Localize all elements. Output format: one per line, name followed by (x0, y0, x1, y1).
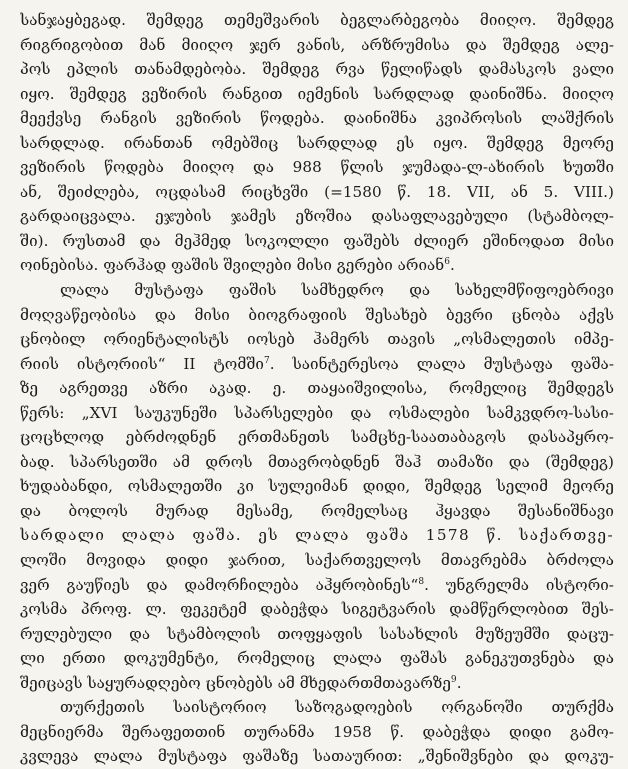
text-line (20, 33, 614, 58)
text-line (20, 474, 614, 499)
text-line (20, 253, 614, 278)
text-line (20, 303, 614, 328)
text-line (20, 744, 614, 769)
line-text: ლალა მუსტაფა ფაშის სამხედრო და სახელმწიფოებრივი (60, 281, 614, 300)
line-text: ლოში მოვიდა დიდი ჯარით, საქართველოს მთავრებმა ბრძოლა (20, 551, 614, 570)
text-line (20, 597, 614, 622)
line-text: სარდალი ლალა ფაშა. ეს ლალა ფაშა 1578 წ. საქართვე- (20, 526, 614, 545)
line-text: ში). რუსთამ და მეჰმედ სოკოლლი ფაშებს ძლიერ ეშინოდათ მისი (20, 231, 614, 250)
text-line (20, 8, 614, 33)
line-text: შეიცავს საყურადღებო ცნობებს ამ მხედართმთავარზე (20, 673, 451, 692)
footnote-marker: 9 (450, 674, 457, 685)
text-line (20, 573, 614, 598)
line-text: ვეზირის წოდება მიიღო და 988 წლის ჯუმადა-ლ-ახირის ხუთში (20, 158, 614, 177)
text-line (20, 204, 614, 229)
line-text: თურქეთის საისტორიო საზოგადოების ორგანოში თურქმა (60, 698, 614, 717)
text-line (20, 425, 614, 450)
text-line (20, 499, 614, 524)
line-text: წერს: „XVI საუკუნეში სპარსელები და ოსმალები სამკვდრო-სასი- (20, 403, 614, 422)
text-line (20, 523, 614, 548)
footnote-marker: 6 (444, 257, 450, 268)
line-text: ოინებისა. ფარჰად ფაშის შვილები მისი გერები არიან (20, 256, 445, 275)
line-tail: . უნგრელმა ისტორი- (424, 575, 614, 594)
line-text: პოს ეპლის თანამდებობა. შემდეგ რვა წელიწადს დამასკოს ვალი (20, 60, 614, 79)
text-line (20, 450, 614, 475)
line-text: მეექვსე რანგის ვეზირის წოდება. დაინიშნა კვიპროსის ლაშქრის (20, 109, 614, 128)
text-line (20, 401, 614, 426)
line-text: კოსმა პროფ. ლ. ფეკეტემ დაბეჭდა სიგეტვარის დამწერლობით შეს- (20, 600, 614, 619)
footnote-marker: 8 (418, 576, 425, 587)
line-text: რიის ისტორიის“ II ტომში (20, 354, 264, 373)
line-text: სანჯაყბეგად. შემდეგ თემეშვარის ბეგლარბეგობა მიიღო. შემდეგ (20, 11, 614, 29)
text-line (20, 352, 614, 377)
text-line (20, 646, 614, 671)
line-text: ვერ გაუწიეს და დამორჩილება აჰყრობინეს“ (20, 575, 419, 594)
line-text: რულებული და სტამბოლის თოფყაფის სასახლის მუზეუმში დაცუ- (20, 624, 614, 643)
text-line (20, 278, 614, 303)
text-line (20, 327, 614, 352)
footnote-marker: 7 (263, 355, 270, 366)
text-line (20, 57, 614, 82)
line-tail: . (456, 673, 462, 692)
line-text: გარდაიცვალა. ეჯუბის ჯამეს ეზოშია დასაფლავებული (სტამბოლ- (20, 207, 614, 226)
text-line (20, 376, 614, 401)
line-tail: . (449, 256, 455, 275)
line-text: იყო. შემდეგ ვეზირის რანგით იემენის სარდლად დაინიშნა. მიიღო (20, 84, 614, 103)
text-line (20, 720, 614, 745)
line-text: სარდლად. ირანთან ომებშიც სარდლად ეს იყო. შემდეგ მეორე (20, 133, 614, 152)
line-text: და ბოლოს მურად მესამე, რომელსაც ჰყავდა შესანიშნავი (20, 501, 614, 520)
line-text: ხუდაბანდი, ოსმალეთში კი სულეიმან დიდი, შემდეგ სელიმ მეორე (20, 477, 614, 496)
line-text: ლი ერთი დოკუმენტი, რომელიც ლალა ფაშას განეკუთვნება და (20, 649, 614, 668)
text-line (20, 229, 614, 254)
line-text: ან, შეიძლება, ოცდასამ რიცხვში (=1580 წ. 18. VII, ან 5. VIII.) (20, 182, 614, 201)
text-line (20, 106, 614, 131)
text-line (20, 155, 614, 180)
line-text: ზე აგრეთვე აზრი აკად. ე. თაყაიშვილისა, რომელიც შემდეგს (20, 379, 614, 398)
line-tail: . საინტერესოა ლალა მუსტაფა ფაშა- (269, 354, 614, 373)
line-text: ცოცხლოდ ებრძოდნენ ერთმანეთს სამცხე-საათაბაგოს დასაპყრო- (20, 428, 614, 447)
text-line (20, 548, 614, 573)
line-text: მოღვაწეობისა და მისი ბიოგრაფიის შესახებ ბევრი ცნობა აქვს (20, 305, 614, 324)
text-line (20, 622, 614, 647)
line-text: ცნობილ ორიენტალისტს იოსებ ჰამერს თავის „ოსმალეთის იმპე- (20, 330, 614, 349)
text-line (20, 131, 614, 156)
line-text: მეცნიერმა შერაფეთთინ თურანმა 1958 წ. დაბეჭდა დიდი გამო- (20, 722, 614, 741)
line-text: კვლევა ლალა მუსტაფა ფაშაზე სათაურით: „შენიშვნები და დოკუ- (20, 747, 614, 766)
text-line (20, 695, 614, 720)
text-line (20, 671, 614, 696)
line-text: ბად. სპარსეთში ამ დროს მთავრობდნენ შაჰ თამაზი და (შემდეგ) (20, 452, 614, 471)
text-line (20, 82, 614, 107)
text-line (20, 180, 614, 205)
line-text: რიგრიგობით მან მიიღო ჯერ ვანის, არზრუმისა და შემდეგ ალე- (20, 35, 614, 54)
